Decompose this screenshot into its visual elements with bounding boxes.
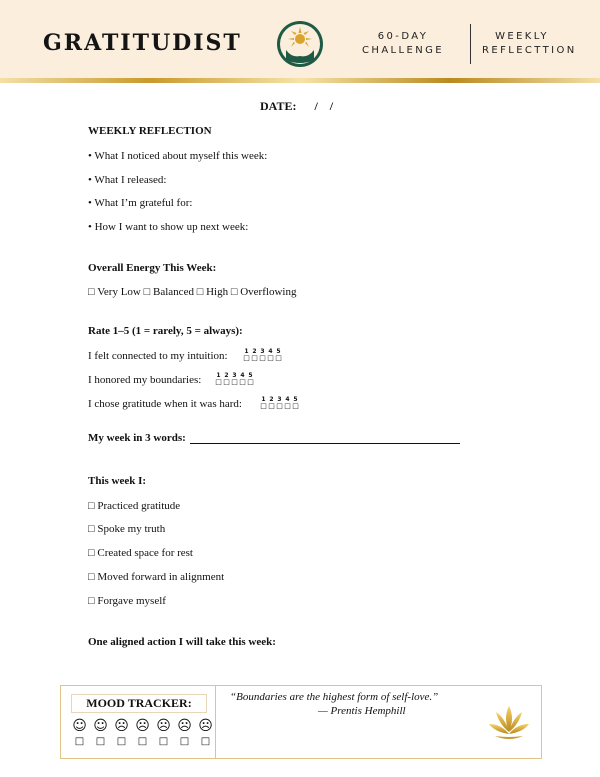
rating-item-gratitude: I chose gratitude when it was hard: — [88, 398, 242, 410]
mood-option[interactable]: ☹ □ — [156, 718, 171, 747]
quote — [230, 690, 520, 718]
checklist-item[interactable]: □ Forgave myself — [88, 595, 166, 607]
weekly-reflection-label: WEEKLY REFLECTTION — [482, 31, 577, 56]
checklist-item[interactable]: □ Created space for rest — [88, 547, 193, 559]
reflection-prompt: • What I released: — [88, 174, 167, 186]
quote-text: “Boundaries are the highest form of self-love.” — [230, 691, 439, 703]
quote-author: — Prentis Hemphill — [318, 705, 406, 717]
checklist-item[interactable]: □ Moved forward in alignment — [88, 571, 225, 583]
header-divider — [470, 24, 471, 64]
mood-option[interactable]: ☺ □ — [72, 718, 87, 747]
mood-option[interactable]: ☺ □ — [93, 718, 108, 747]
frown-icon: ☹ — [114, 718, 129, 734]
rating-item-intuition: I felt connected to my intuition: — [88, 350, 228, 362]
frown-icon: ☹ — [177, 718, 192, 734]
rating-item-boundaries: I honored my boundaries: — [88, 374, 202, 386]
rating-scale-boundaries[interactable]: 1 □ 2 □ 3 □ 4 □ 5 □ — [215, 372, 254, 386]
mood-tracker-label: MOOD TRACKER: — [71, 694, 207, 713]
rating-heading: Rate 1–5 (1 = rarely, 5 = always): — [88, 325, 243, 337]
checklist-item[interactable]: □ Spoke my truth — [88, 523, 166, 535]
frown-icon: ☹ — [135, 718, 150, 734]
rating-scale-intuition[interactable]: 1 □ 2 □ 3 □ 4 □ 5 □ — [243, 348, 282, 362]
three-words-line[interactable] — [190, 443, 460, 444]
mood-option[interactable]: ☹ □ — [135, 718, 150, 747]
challenge-label: 60-DAY CHALLENGE — [362, 31, 444, 56]
aligned-action-label: One aligned action I will take this week: — [88, 636, 276, 648]
energy-heading: Overall Energy This Week: — [88, 262, 217, 274]
smile-icon: ☺ — [72, 718, 87, 734]
mood-panel-divider — [215, 685, 216, 759]
reflection-prompt: • What I’m grateful for: — [88, 197, 193, 209]
rating-scale-gratitude[interactable]: 1 □ 2 □ 3 □ 4 □ 5 □ — [260, 396, 299, 410]
sunflower-hands-icon — [276, 20, 324, 68]
checklist-item[interactable]: □ Practiced gratitude — [88, 500, 181, 512]
frown-icon: ☹ — [198, 718, 213, 734]
mood-option[interactable]: ☹ □ — [177, 718, 192, 747]
smile-icon: ☺ — [93, 718, 108, 734]
three-words-label: My week in 3 words: — [88, 432, 186, 444]
frown-icon: ☹ — [156, 718, 171, 734]
mood-option[interactable]: ☹ □ — [114, 718, 129, 747]
reflection-prompt: • What I noticed about myself this week: — [88, 150, 268, 162]
brand-title: GRATITUDIST — [43, 30, 242, 56]
this-week-heading: This week I: — [88, 475, 147, 487]
gold-divider — [0, 78, 600, 83]
date-field[interactable]: DATE: / / — [260, 99, 334, 113]
weekly-reflection-heading: WEEKLY REFLECTION — [88, 125, 212, 137]
reflection-prompt: • How I want to show up next week: — [88, 221, 249, 233]
mood-option[interactable]: ☹ □ — [198, 718, 213, 747]
energy-options[interactable]: □ Very Low □ Balanced □ High □ Overflowing — [88, 286, 297, 298]
lotus-icon — [487, 702, 531, 742]
mood-options — [71, 718, 214, 749]
